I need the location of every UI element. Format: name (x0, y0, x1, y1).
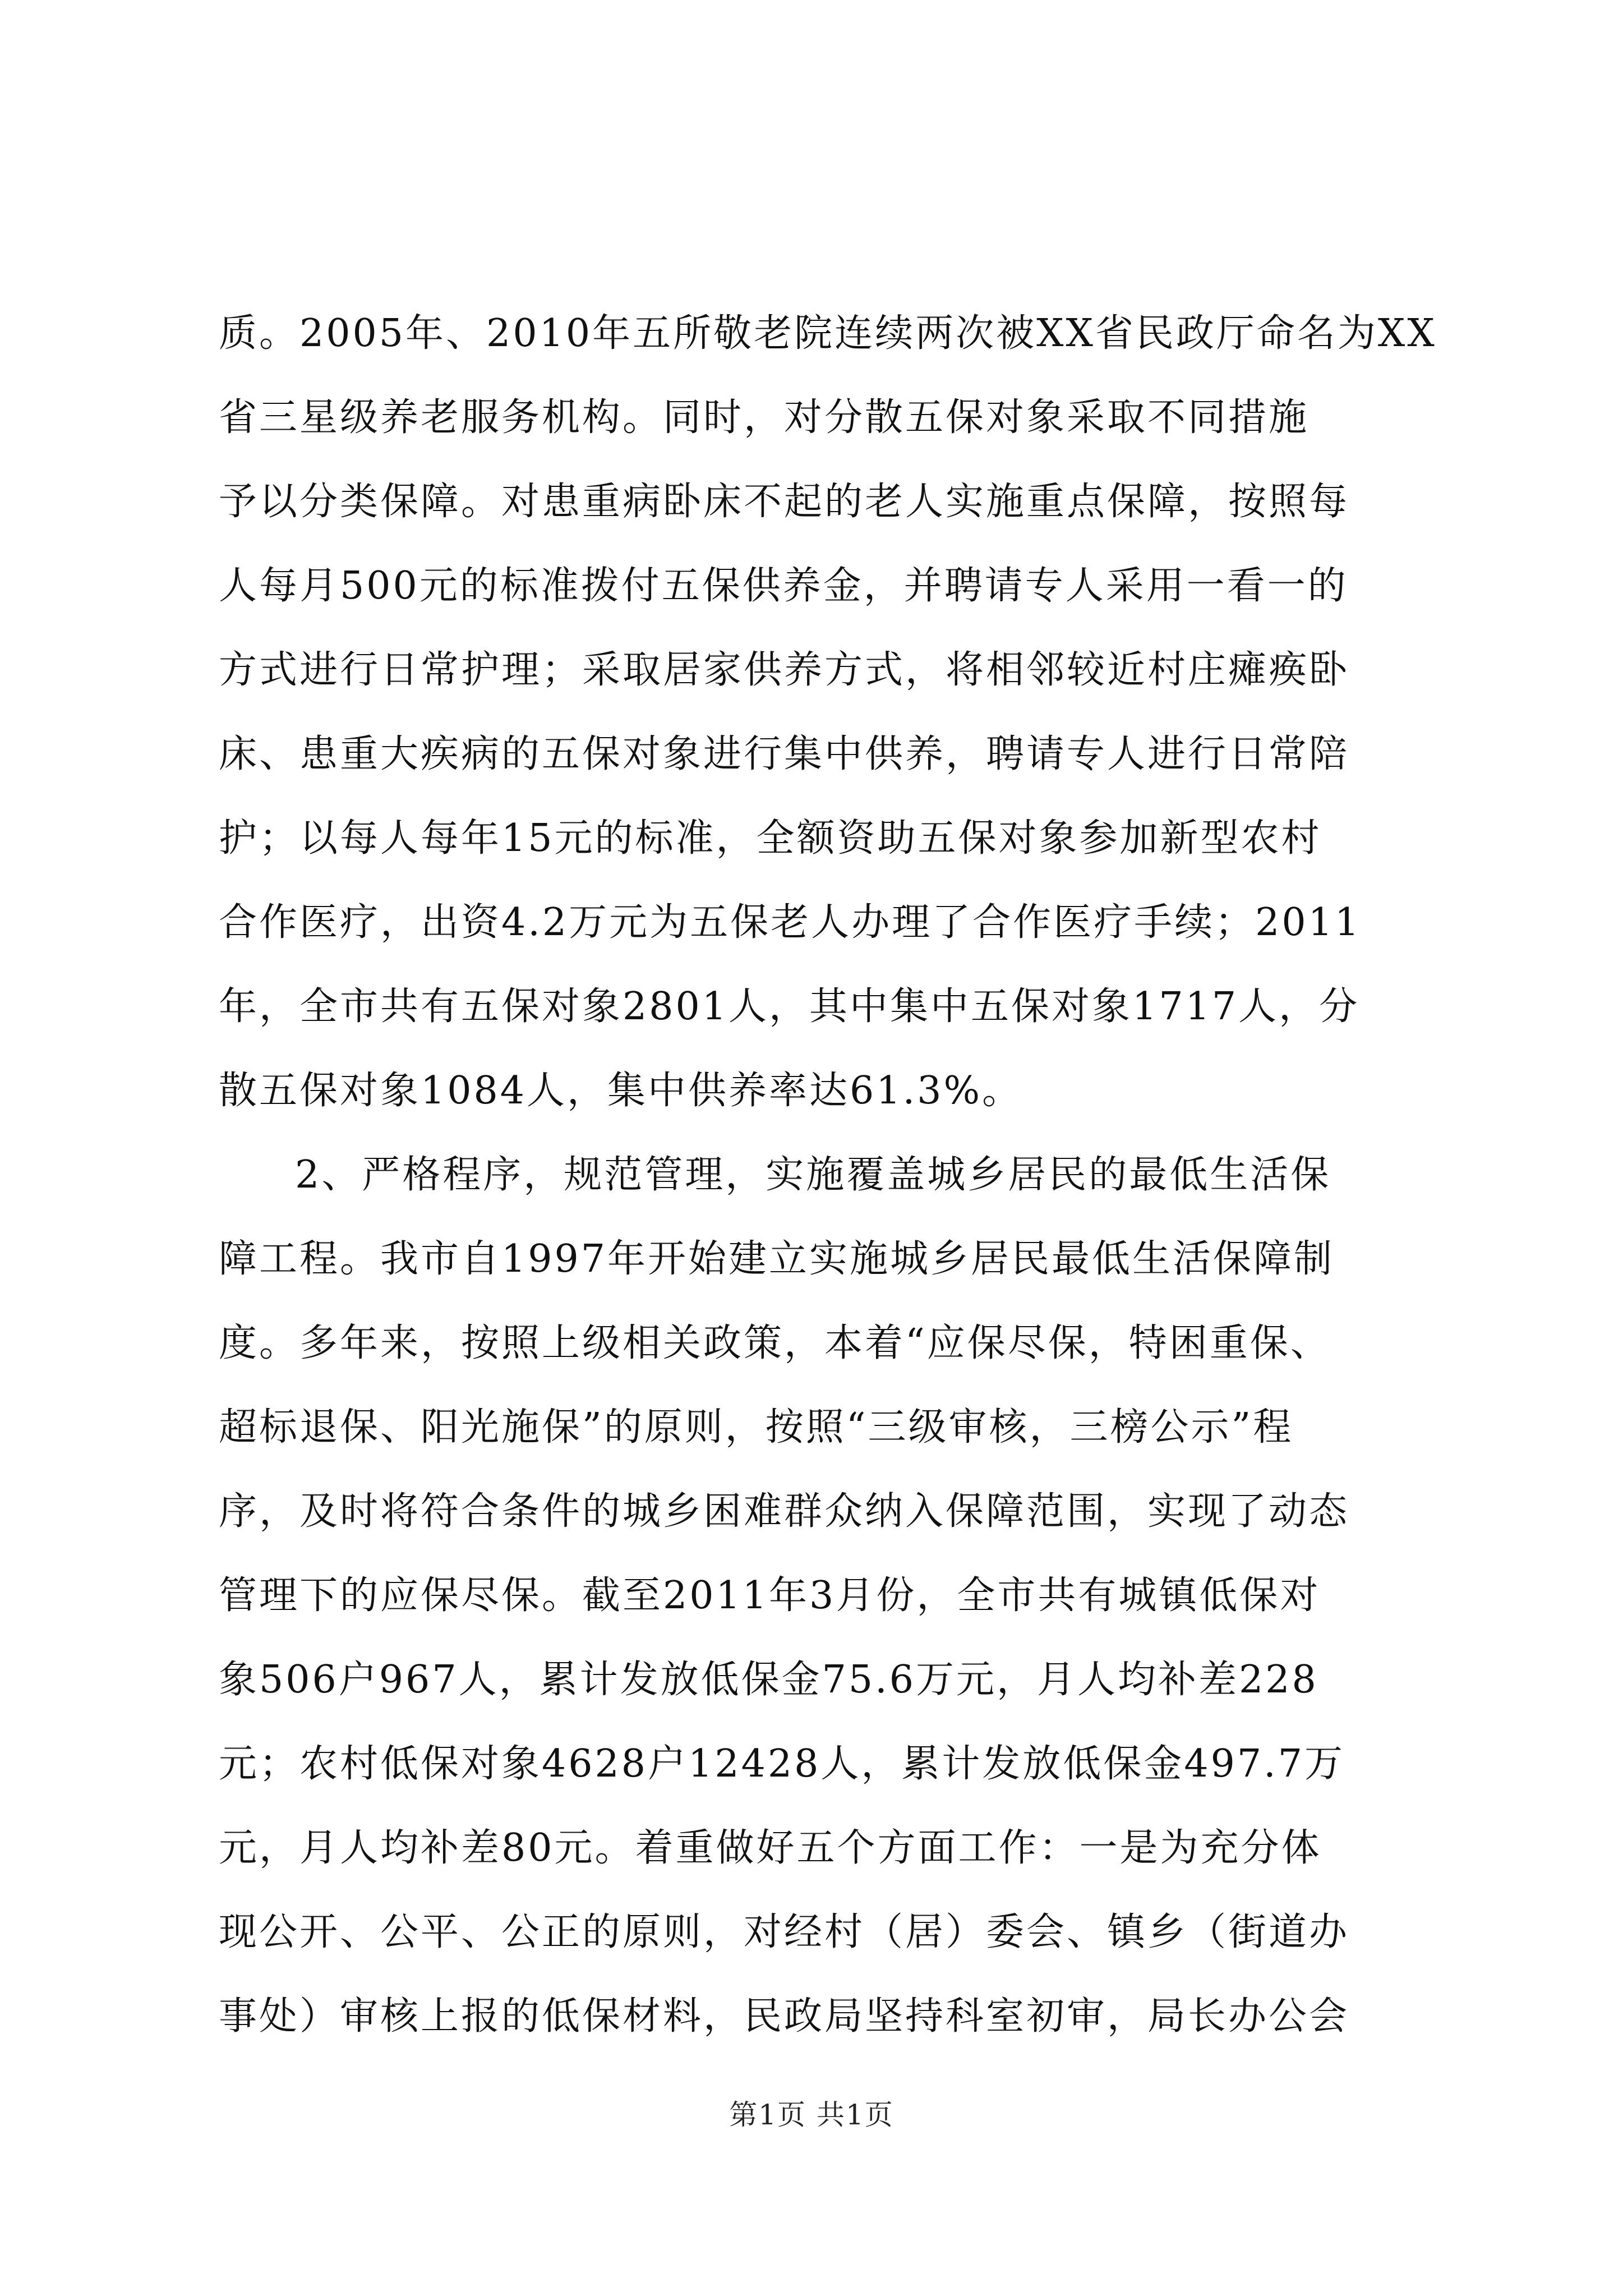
text-line-5: 方式进行日常护理；采取居家供养方式，将相邻较近村庄瘫痪卧 (219, 648, 1350, 692)
paragraph-2-first-line: 2、严格程序，规范管理，实施覆盖城乡居民的最低生活保 (295, 1153, 1331, 1197)
text-line-19: 元，月人均补差80元。着重做好五个方面工作：一是为充分体 (219, 1826, 1322, 1870)
text-line-3: 予以分类保障。对患重病卧床不起的老人实施重点保障，按照每 (219, 480, 1350, 524)
text-line-13: 度。多年来，按照上级相关政策，本着“应保尽保，特困重保、 (219, 1321, 1331, 1365)
text-line-9: 年，全市共有五保对象2801人，其中集中五保对象1717人，分 (219, 984, 1360, 1029)
text-line-10: 散五保对象1084人，集中供养率达61.3%。 (219, 1069, 1023, 1113)
text-line-15: 序，及时将符合条件的城乡困难群众纳入保障范围，实现了动态 (219, 1489, 1350, 1534)
text-line-7: 护；以每人每年15元的标准，全额资助五保对象参加新型农村 (219, 816, 1322, 861)
text-line-4: 人每月500元的标准拨付五保供养金，并聘请专人采用一看一的 (219, 564, 1348, 608)
text-line-20: 现公开、公平、公正的原则，对经村（居）委会、镇乡（街道办 (219, 1910, 1350, 1954)
text-line-12: 障工程。我市自1997年开始建立实施城乡居民最低生活保障制 (219, 1237, 1335, 1281)
page-number-footer: 第1页 共1页 (729, 2099, 894, 2131)
text-line-16: 管理下的应保尽保。截至2011年3月份，全市共有城镇低保对 (219, 1573, 1321, 1618)
text-line-2: 省三星级养老服务机构。同时，对分散五保对象采取不同措施 (219, 395, 1310, 440)
text-line-18: 元；农村低保对象4628户12428人，累计发放低保金497.7万 (219, 1742, 1345, 1786)
text-line-17: 象506户967人，累计发放低保金75.6万元，月人均补差228 (219, 1658, 1318, 1702)
text-line-21: 事处）审核上报的低保材料，民政局坚持科室初审，局长办公会 (219, 1994, 1350, 2039)
text-line-1: 质。2005年、2010年五所敬老院连续两次被XX省民政厅命名为XX (219, 311, 1437, 356)
document-body (219, 292, 1437, 2059)
text-line-14: 超标退保、阳光施保”的原则，按照“三级审核，三榜公示”程 (219, 1405, 1294, 1450)
text-line-6: 床、患重大疾病的五保对象进行集中供养，聘请专人进行日常陪 (219, 732, 1350, 776)
text-line-8: 合作医疗，出资4.2万元为五保老人办理了合作医疗手续；2011 (219, 900, 1362, 945)
